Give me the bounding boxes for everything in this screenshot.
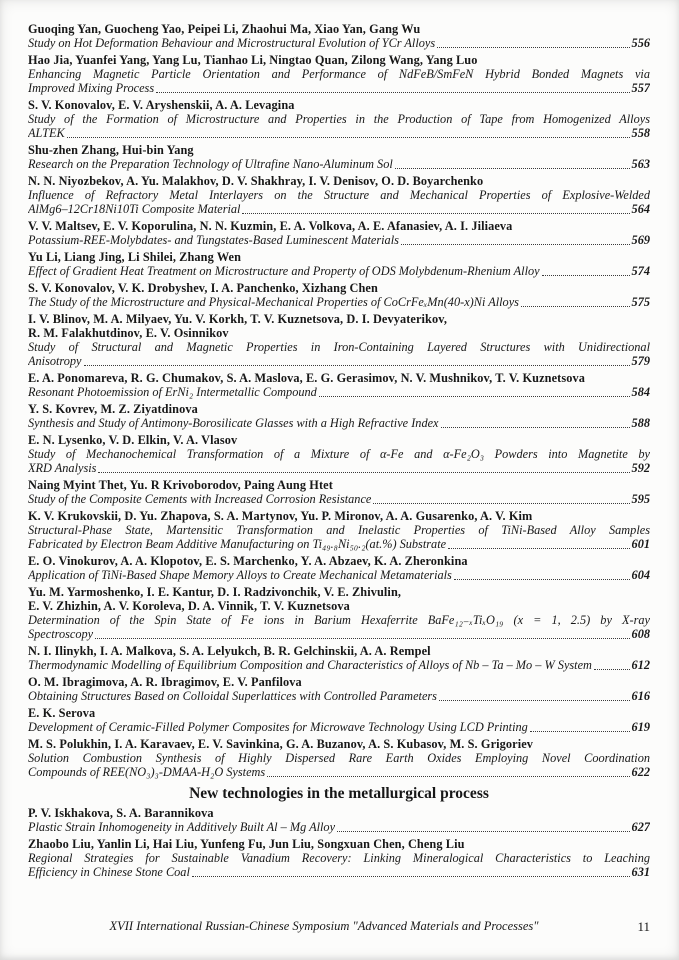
- leader-dots: [319, 396, 630, 397]
- entry-authors-line: Yu. M. Yarmoshenko, I. E. Kantur, D. I. Radzivonchik, V. E. Zhivulin,: [28, 585, 402, 599]
- leader-dots: [441, 427, 630, 428]
- entry-title-line: Study of the Formation of Microstructure and Properties in the Production of Tape from Homogenized Alloys: [28, 112, 650, 126]
- entry-authors-line: R. M. Falakhutdinov, E. V. Osinnikov: [28, 326, 229, 340]
- entry-page-number: 627: [631, 820, 650, 834]
- entry-authors-line: E. V. Zhizhin, A. V. Koroleva, D. A. Vinnik, T. V. Kuznetsova: [28, 599, 350, 613]
- entry-title: Potassium-REE-Molybdates- and Tungstates-Based Luminescent Materials: [28, 233, 399, 247]
- entry-page-number: 604: [631, 568, 650, 582]
- leader-dots: [530, 731, 630, 732]
- entry-authors-line: S. V. Konovalov, V. K. Drobyshev, I. A. Panchenko, Xizhang Chen: [28, 281, 378, 295]
- entry-title-row: [28, 36, 650, 50]
- entry-title: Efficiency in Chinese Stone Coal: [28, 865, 190, 879]
- entry-page-number: 563: [631, 157, 650, 171]
- leader-dots: [84, 365, 630, 366]
- entry-title-row: [28, 568, 650, 582]
- entry-authors-line: O. M. Ibragimova, A. R. Ibragimov, E. V. Panfilova: [28, 675, 302, 689]
- entry-authors-line: N. I. Ilinykh, I. A. Malkova, S. A. Lelyukch, B. R. Gelchinskii, A. A. Rempel: [28, 644, 431, 658]
- entry-title: Improved Mixing Process: [28, 81, 155, 95]
- entry-title-line: Structural-Phase State, Martensitic Transformation and Inelastic Properties of TiNi-Based Alloy Samples: [28, 523, 650, 537]
- entry-title-line: Solution Combustion Synthesis of Highly Dispersed Rare Earth Oxides Employing Novel Coordination: [28, 751, 650, 765]
- leader-dots: [542, 275, 630, 276]
- entry-title-row: [28, 461, 650, 475]
- entry-title: Thermodynamic Modelling of Equilibrium Composition and Characteristics of Alloys of Nb – Ta – Mo – W System: [28, 658, 592, 672]
- entry-page-number: 556: [631, 36, 650, 50]
- entry-title-row: [28, 865, 650, 879]
- entry-title-row: [28, 537, 650, 551]
- toc-entry: [28, 143, 650, 171]
- entry-title: Resonant Photoemission of ErNi₂ Intermetallic Compound: [28, 385, 317, 399]
- leader-dots: [67, 137, 630, 138]
- entry-page-number: 622: [631, 765, 650, 779]
- toc-entry: [28, 402, 650, 430]
- entry-page-number: 564: [631, 202, 650, 216]
- entry-authors-line: E. O. Vinokurov, A. A. Klopotov, E. S. Marchenko, Y. A. Abzaev, K. A. Zheronkina: [28, 554, 468, 568]
- leader-dots: [395, 168, 630, 169]
- toc-entry: [28, 250, 650, 278]
- entry-title-row: [28, 689, 650, 703]
- entry-authors-line: I. V. Blinov, M. A. Milyaev, Yu. V. Korkh, T. V. Kuznetsova, D. I. Devyaterikov,: [28, 312, 447, 326]
- toc-entry: [28, 281, 650, 309]
- entry-authors-line: E. K. Serova: [28, 706, 96, 720]
- entry-authors-line: Zhaobo Liu, Yanlin Li, Hai Liu, Yunfeng Fu, Jun Liu, Songxuan Chen, Cheng Liu: [28, 837, 465, 851]
- entry-title-row: [28, 264, 650, 278]
- leader-dots: [242, 213, 629, 214]
- toc-entry: [28, 706, 650, 734]
- leader-dots: [401, 244, 630, 245]
- entry-page-number: 608: [631, 627, 650, 641]
- leader-dots: [373, 503, 629, 504]
- entry-title-row: [28, 126, 650, 140]
- entry-authors-line: K. V. Krukovskii, D. Yu. Zhapova, S. A. Martynov, Yu. P. Mironov, A. A. Gusarenko, A. V. Kim: [28, 509, 533, 523]
- entry-title-line: Regional Strategies for Sustainable Vanadium Recovery: Linking Mineralogical Characteristics to Leaching: [28, 851, 650, 865]
- entry-page-number: 619: [631, 720, 650, 734]
- leader-dots: [454, 579, 630, 580]
- entry-authors-line: Hao Jia, Yuanfei Yang, Yang Lu, Tianhao Li, Ningtao Quan, Zilong Wang, Yang Luo: [28, 53, 478, 67]
- toc-entry: [28, 371, 650, 399]
- entry-authors-line: Yu Li, Liang Jing, Li Shilei, Zhang Wen: [28, 250, 242, 264]
- leader-dots: [267, 776, 629, 777]
- entry-title: ALTEK: [28, 126, 65, 140]
- entry-title-row: [28, 416, 650, 430]
- leader-dots: [337, 831, 630, 832]
- leader-dots: [521, 306, 630, 307]
- entry-title: Study on Hot Deformation Behaviour and Microstructural Evolution of YCr Alloys: [28, 36, 436, 50]
- leader-dots: [98, 472, 629, 473]
- toc-entry: [28, 585, 650, 641]
- leader-dots: [95, 638, 629, 639]
- toc-entry: [28, 675, 650, 703]
- entry-title-row: [28, 157, 650, 171]
- entry-title-row: [28, 295, 650, 309]
- entry-title-row: [28, 81, 650, 95]
- toc-entry: [28, 433, 650, 475]
- entry-title: Compounds of REE(NO₃)₃-DMAA-H₂O Systems: [28, 765, 266, 779]
- entry-title: Obtaining Structures Based on Colloidal Superlattices with Controlled Parameters: [28, 689, 437, 703]
- toc-entry: [28, 737, 650, 779]
- footer-symposium-title: XVII International Russian-Chinese Symposium "Advanced Materials and Processes": [109, 919, 539, 933]
- entry-page-number: 574: [631, 264, 650, 278]
- entry-authors-line: E. N. Lysenko, V. D. Elkin, V. A. Vlasov: [28, 433, 238, 447]
- entry-title: Fabricated by Electron Beam Additive Manufacturing on Ti₄₉.₈Ni₅₀.₂(at.%) Substrate: [28, 537, 447, 551]
- entry-authors-line: E. A. Ponomareva, R. G. Chumakov, S. A. Maslova, E. G. Gerasimov, N. V. Mushnikov, T. V. Kuznetsova: [28, 371, 585, 385]
- entry-authors-line: N. N. Niyozbekov, A. Yu. Malakhov, D. V. Shakhray, I. V. Denisov, O. D. Boyarchenko: [28, 174, 484, 188]
- entry-title: Research on the Preparation Technology of Ultrafine Nano-Aluminum Sol: [28, 157, 393, 171]
- entry-title: Synthesis and Study of Antimony-Borosilicate Glasses with a High Refractive Index: [28, 416, 439, 430]
- entry-title-row: [28, 658, 650, 672]
- entry-page-number: 557: [631, 81, 650, 95]
- entry-authors-line: M. S. Polukhin, I. A. Karavaev, E. V. Savinkina, G. A. Buzanov, A. S. Kubasov, M. S. Grigoriev: [28, 737, 534, 751]
- entry-title: Spectroscopy: [28, 627, 94, 641]
- entry-page-number: 612: [631, 658, 650, 672]
- toc-entry: [28, 478, 650, 506]
- entry-title: Anisotropy: [28, 354, 82, 368]
- leader-dots: [156, 92, 629, 93]
- toc-entry: [28, 174, 650, 216]
- entry-authors-line: Naing Myint Thet, Yu. R Krivoborodov, Paing Aung Htet: [28, 478, 333, 492]
- entry-page-number: 569: [631, 233, 650, 247]
- entry-title: Development of Ceramic-Filled Polymer Composites for Microwave Technology Using LCD Printing: [28, 720, 528, 734]
- entry-title-row: [28, 720, 650, 734]
- entry-page-number: 595: [631, 492, 650, 506]
- toc-list: [28, 22, 650, 879]
- entry-title: AlMg6–12Cr18Ni10Ti Composite Material: [28, 202, 241, 216]
- leader-dots: [594, 669, 630, 670]
- entry-authors-line: Guoqing Yan, Guocheng Yao, Peipei Li, Zhaohui Ma, Xiao Yan, Gang Wu: [28, 22, 421, 36]
- entry-title-line: Determination of the Spin State of Fe ions in Barium Hexaferrite BaFe₁₂₋ₓTiₓO₁₉ (x = 1, 2.5) by X-ray: [28, 613, 650, 627]
- leader-dots: [437, 47, 629, 48]
- entry-title-row: [28, 492, 650, 506]
- leader-dots: [448, 548, 629, 549]
- entry-title: XRD Analysis: [28, 461, 97, 475]
- entry-authors-line: Y. S. Kovrev, M. Z. Ziyatdinova: [28, 402, 198, 416]
- entry-title-row: [28, 820, 650, 834]
- entry-title: The Study of the Microstructure and Physical-Mechanical Properties of CoCrFeₓMn(40-x)Ni Alloys: [28, 295, 519, 309]
- toc-entry: [28, 53, 650, 95]
- toc-entry: [28, 806, 650, 834]
- entry-page-number: 631: [631, 865, 650, 879]
- section-heading: New technologies in the metallurgical process: [189, 785, 489, 802]
- entry-title: Study of the Composite Cements with Increased Corrosion Resistance: [28, 492, 372, 506]
- toc-entry: [28, 509, 650, 551]
- entry-title-row: [28, 627, 650, 641]
- leader-dots: [439, 700, 630, 701]
- entry-authors-line: P. V. Iskhakova, S. A. Barannikova: [28, 806, 214, 820]
- entry-title-row: [28, 765, 650, 779]
- entry-page-number: 579: [631, 354, 650, 368]
- toc-entry: [28, 554, 650, 582]
- entry-page-number: 558: [631, 126, 650, 140]
- toc-entry: [28, 312, 650, 368]
- entry-title-line: Study of Structural and Magnetic Properties in Iron-Containing Layered Structures with Unidirectional: [28, 340, 650, 354]
- entry-title-row: [28, 233, 650, 247]
- entry-title-line: Enhancing Magnetic Particle Orientation and Performance of NdFeB/SmFeN Hybrid Bonded Magnets via: [28, 67, 650, 81]
- entry-title-line: Study of Mechanochemical Transformation of a Mixture of α-Fe and α-Fe₂O₃ Powders into Magnetite by: [28, 447, 650, 461]
- page-footer: [28, 919, 650, 934]
- entry-page-number: 588: [631, 416, 650, 430]
- entry-title: Plastic Strain Inhomogeneity in Additively Built Al – Mg Alloy: [28, 820, 336, 834]
- entry-title-row: [28, 202, 650, 216]
- entry-title-row: [28, 354, 650, 368]
- entry-page-number: 616: [631, 689, 650, 703]
- toc-entry: [28, 219, 650, 247]
- entry-title-line: Influence of Refractory Metal Interlayers on the Structure and Mechanical Properties of Explosive-Welded: [28, 188, 650, 202]
- toc-entry: [28, 644, 650, 672]
- entry-authors-line: V. V. Maltsev, E. V. Koporulina, N. N. Kuzmin, E. A. Volkova, A. E. Afanasiev, A. I. Jiliaeva: [28, 219, 513, 233]
- entry-authors-line: Shu-zhen Zhang, Hui-bin Yang: [28, 143, 194, 157]
- entry-authors-line: S. V. Konovalov, E. V. Aryshenskii, A. A. Levagina: [28, 98, 295, 112]
- entry-page-number: 575: [631, 295, 650, 309]
- entry-page-number: 584: [631, 385, 650, 399]
- toc-entry: [28, 98, 650, 140]
- footer-page-number: 11: [637, 919, 650, 934]
- entry-page-number: 601: [631, 537, 650, 551]
- entry-title: Effect of Gradient Heat Treatment on Microstructure and Property of ODS Molybdenum-Rhenium Alloy: [28, 264, 540, 278]
- entry-title-row: [28, 385, 650, 399]
- toc-entry: [28, 22, 650, 50]
- leader-dots: [192, 876, 630, 877]
- entry-title: Application of TiNi-Based Shape Memory Alloys to Create Mechanical Metamaterials: [28, 568, 452, 582]
- entry-page-number: 592: [631, 461, 650, 475]
- toc-entry: [28, 837, 650, 879]
